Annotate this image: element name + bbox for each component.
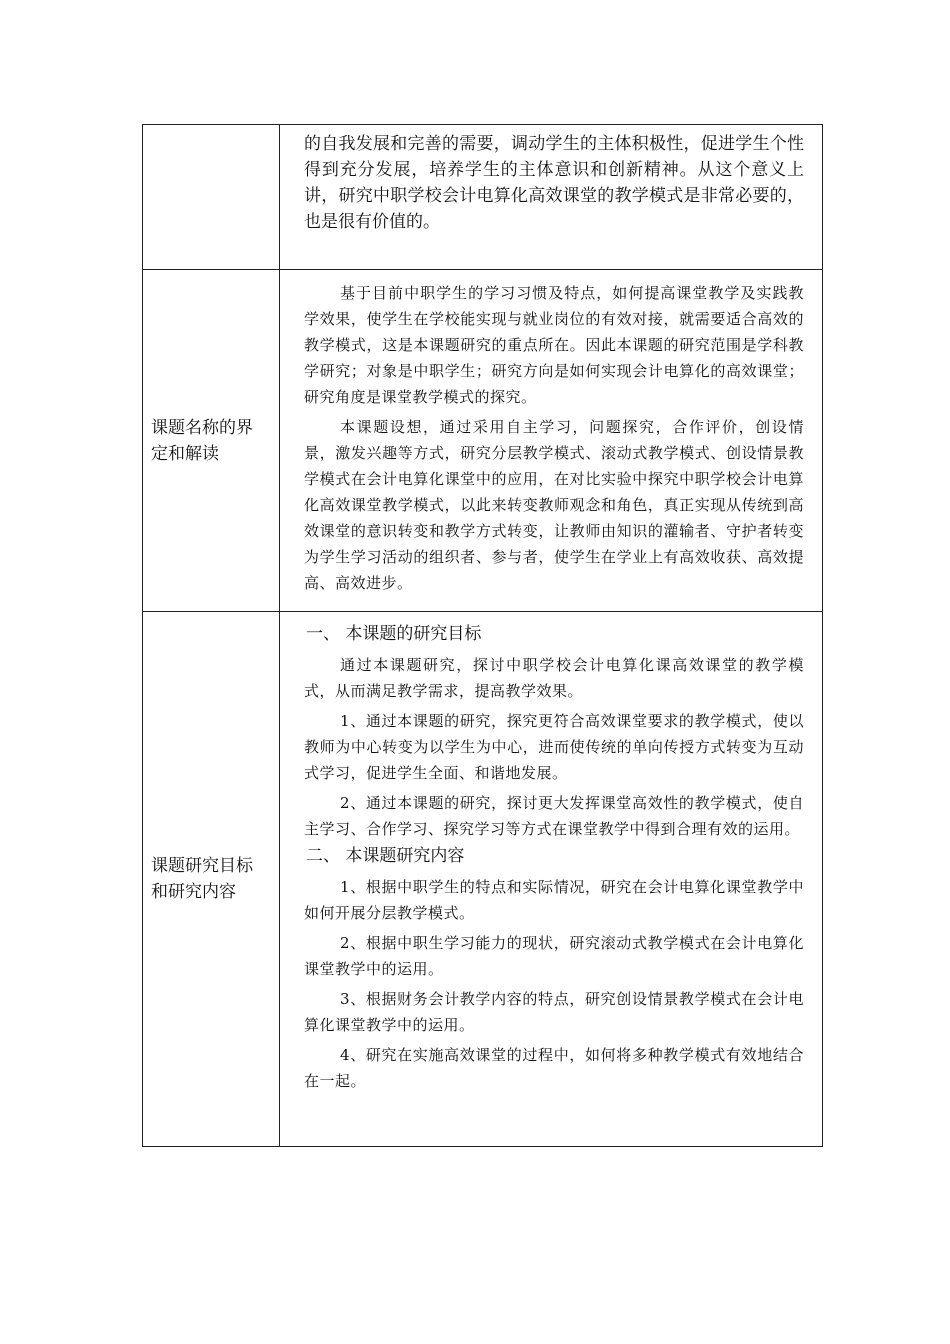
body-paragraph: 3、根据财务会计教学内容的特点，研究创设情景教学模式在会计电算化课堂教学中的运用。 xyxy=(304,990,804,1034)
row-label-cell xyxy=(143,612,280,1147)
body-paragraph: 通过本课题研究，探讨中职学校会计电算化课高效课堂的教学模式，从而满足教学需求，提高教学效果。 xyxy=(304,656,804,700)
body-paragraph: 2、根据中职生学习能力的现状，研究滚动式教学模式在会计电算化课堂教学中的运用。 xyxy=(304,934,804,978)
body-paragraph: 2、通过本课题的研究，探讨更大发挥课堂高效性的教学模式，使自主学习、合作学习、探究学习等方式在课堂教学中得到合理有效的运用。 xyxy=(304,794,804,838)
row-label-cell xyxy=(143,125,280,270)
section-heading: 一、 本课题的研究目标 xyxy=(306,624,482,644)
row-label: 课题研究目标和研究内容 xyxy=(151,856,253,902)
section-heading: 二、 本课题研究内容 xyxy=(306,846,465,866)
body-paragraph: 本课题设想，通过采用自主学习，问题探究，合作评价，创设情景，激发兴趣等方式，研究分层教学模式、滚动式教学模式、创设情景教学模式在会计电算化课堂中的应用，在对比实验中探究中职学校会计电算化高效课堂教学模式，以此来转变教师观念和角色，真正实现从传统到高效课堂的意识转变和教学方式转变，让教师由知识的灌输者、守护者转变为学生学习活动的组织者、参与者，使学生在学业上有高效收获、高效提高、高效进步。 xyxy=(304,418,804,592)
row-content-cell xyxy=(280,270,823,612)
body-paragraph: 基于目前中职学生的学习习惯及特点，如何提高课堂教学及实践教学效果，使学生在学校能实现与就业岗位的有效对接，就需要适合高效的教学模式，这是本课题研究的重点所在。因此本课题的研究范围是学科教学研究；对象是中职学生；研究方向是如何实现会计电算化的高效课堂；研究角度是课堂教学模式的探究。 xyxy=(304,284,804,406)
body-paragraph: 1、根据中职学生的特点和实际情况，研究在会计电算化课堂教学中如何开展分层教学模式。 xyxy=(304,878,804,922)
row-content-cell xyxy=(280,125,823,270)
body-paragraph: 4、研究在实施高效课堂的过程中，如何将多种教学模式有效地结合在一起。 xyxy=(304,1046,804,1090)
row-content-cell xyxy=(280,612,823,1147)
document-table xyxy=(142,124,823,1147)
body-paragraph: 1、通过本课题的研究，探究更符合高效课堂要求的教学模式，使以教师为中心转变为以学生为中心，进而使传统的单向传授方式转变为互动式学习，促进学生全面、和谐地发展。 xyxy=(304,712,804,782)
continuation-paragraph: 的自我发展和完善的需要，调动学生的主体积极性，促进学生个性得到充分发展，培养学生的主体意识和创新精神。从这个意义上讲，研究中职学校会计电算化高效课堂的教学模式是非常必要的，也是很有价值的。 xyxy=(304,134,804,232)
table-row xyxy=(143,125,823,270)
row-label: 课题名称的界定和解读 xyxy=(151,417,253,464)
table-row xyxy=(143,612,823,1147)
table-row xyxy=(143,270,823,612)
row-label-cell xyxy=(143,270,280,612)
